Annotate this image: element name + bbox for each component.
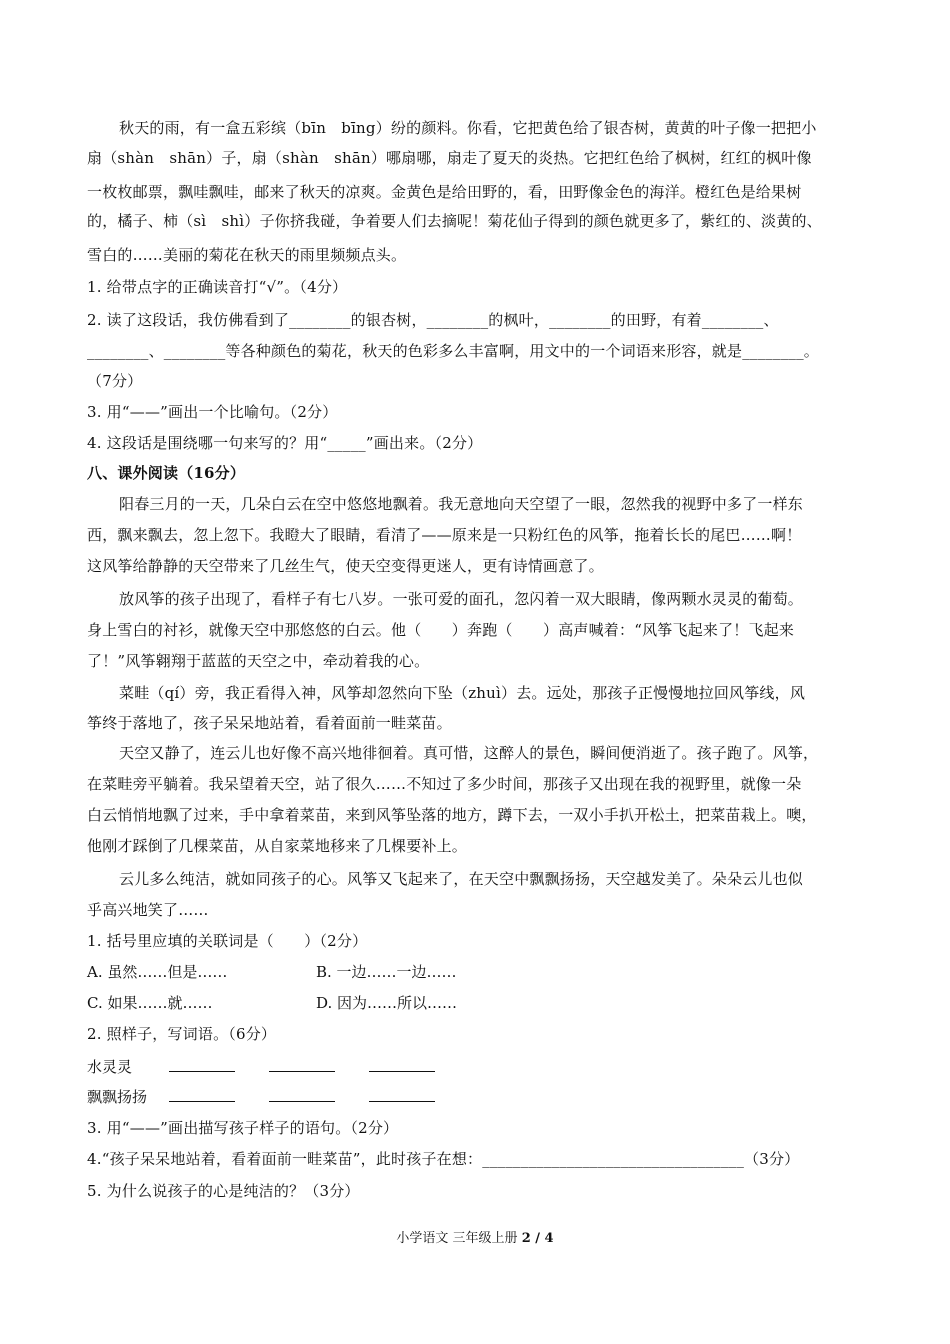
reading-line: 阳春三月的一天，几朵白云在空中悠悠地飘着。我无意地向天空望了一眼，忽然我的视野中多了一样东: [119, 495, 804, 513]
option-a: A. 虽然……但是……: [87, 963, 228, 981]
section-heading: 八、课外阅读（16分）: [87, 464, 246, 482]
passage1-line: 雪白的……美丽的菊花在秋天的雨里频频点头。: [87, 246, 407, 264]
reading-line: 了！”风筝翱翔于蓝蓝的天空之中，牵动着我的心。: [87, 652, 430, 670]
answer-blank[interactable]: [169, 1057, 235, 1072]
reading-line: 筝终于落地了，孩子呆呆地站着，看着面前一畦菜苗。: [87, 714, 452, 732]
reading-line: 乎高兴地笑了……: [87, 901, 209, 919]
question-2-cont: ________、________等各种颜色的菊花，秋天的色彩多么丰富啊，用文中的一个词语来形容，就是________。: [87, 342, 820, 360]
word-example-row: [87, 1057, 435, 1077]
reading-line: 菜畦（qí）旁，我正看得入神，风筝却忽然向下坠（zhuì）去。远处，那孩子正慢慢地拉回风筝线，风: [119, 684, 806, 702]
question-4: 4. 这段话是围绕哪一句来写的？用“_____”画出来。（2分）: [87, 434, 483, 452]
reading-question-1: 1. 括号里应填的关联词是（ ）（2分）: [87, 932, 368, 950]
reading-line: 在菜畦旁平躺着。我呆望着天空，站了很久……不知过了多少时间，那孩子又出现在我的视野里，就像一朵: [87, 775, 802, 793]
passage1-line: 一枚枚邮票，飘哇飘哇，邮来了秋天的凉爽。金黄色是给田野的，看，田野像金色的海洋。橙红色是给果树: [87, 183, 802, 201]
question-3: 3. 用“——”画出一个比喻句。（2分）: [87, 403, 338, 421]
word-example: 飘飘扬扬: [87, 1088, 148, 1106]
option-c: C. 如果……就……: [87, 994, 213, 1012]
answer-blank[interactable]: [369, 1087, 435, 1102]
answer-blank[interactable]: [269, 1057, 335, 1072]
passage1-line: 秋天的雨，有一盒五彩缤（bīn bīng）纷的颜料。你看，它把黄色给了银杏树，黄黄的叶子像一把把小: [119, 119, 817, 137]
reading-line: 白云悄悄地飘了过来，手中拿着菜苗，来到风筝坠落的地方，蹲下去，一双小手扒开松土，把菜苗栽上。噢，: [87, 806, 817, 824]
reading-question-4: 4.“孩子呆呆地站着，看着面前一畦菜苗”，此时孩子在想：__________________________________（3分）: [87, 1150, 800, 1168]
answer-blank[interactable]: [369, 1057, 435, 1072]
reading-line: 西，飘来飘去，忽上忽下。我瞪大了眼睛，看清了——原来是一只粉红色的风筝，拖着长长的尾巴……啊！: [87, 526, 802, 544]
page-footer: [0, 1227, 950, 1246]
reading-line: 云儿多么纯洁，就如同孩子的心。风筝又飞起来了，在天空中飘飘扬扬，天空越发美了。朵朵云儿也似: [119, 870, 804, 888]
word-example: 水灵灵: [87, 1058, 133, 1076]
reading-line: 他刚才踩倒了几棵菜苗，从自家菜地移来了几棵要补上。: [87, 837, 468, 855]
answer-blank[interactable]: [169, 1087, 235, 1102]
reading-question-5: 5. 为什么说孩子的心是纯洁的？（3分）: [87, 1182, 360, 1200]
reading-line: 这风筝给静静的天空带来了几丝生气，使天空变得更迷人，更有诗情画意了。: [87, 557, 604, 575]
word-example-row: [87, 1087, 435, 1107]
passage1-line: 的，橘子、柿（sì shì）子你挤我碰，争着要人们去摘呢！菊花仙子得到的颜色就更多了，紫红的、淡黄的、: [87, 212, 822, 230]
reading-line: 身上雪白的衬衫，就像天空中那悠悠的白云。他（ ）奔跑（ ）高声喊着：“风筝飞起来了！飞起来: [87, 621, 795, 639]
reading-line: 天空又静了，连云儿也好像不高兴地徘徊着。真可惜，这醉人的景色，瞬间便消逝了。孩子跑了。风筝，: [119, 744, 819, 762]
option-d: D. 因为……所以……: [316, 994, 458, 1012]
option-b: B. 一边……一边……: [316, 963, 457, 981]
passage1-line: 扇（shàn shān）子，扇（shàn shān）哪扇哪，扇走了夏天的炎热。它把红色给了枫树，红红的枫叶像: [87, 149, 812, 167]
reading-line: 放风筝的孩子出现了，看样子有七八岁。一张可爱的面孔，忽闪着一双大眼睛，像两颗水灵灵的葡萄。: [119, 590, 804, 608]
question-1: 1. 给带点字的正确读音打“√”。（4分）: [87, 278, 348, 296]
page-number: 2 / 4: [521, 1231, 554, 1246]
reading-question-2: 2. 照样子，写词语。（6分）: [87, 1025, 277, 1043]
question-2-score: （7分）: [87, 372, 143, 390]
answer-blank[interactable]: [269, 1087, 335, 1102]
question-2: 2. 读了这段话，我仿佛看到了________的银杏树，________的枫叶，________的田野，有着________、: [87, 311, 779, 329]
footer-subject: 小学语文 三年级上册: [396, 1231, 518, 1246]
reading-question-3: 3. 用“——”画出描写孩子样子的语句。（2分）: [87, 1119, 399, 1137]
